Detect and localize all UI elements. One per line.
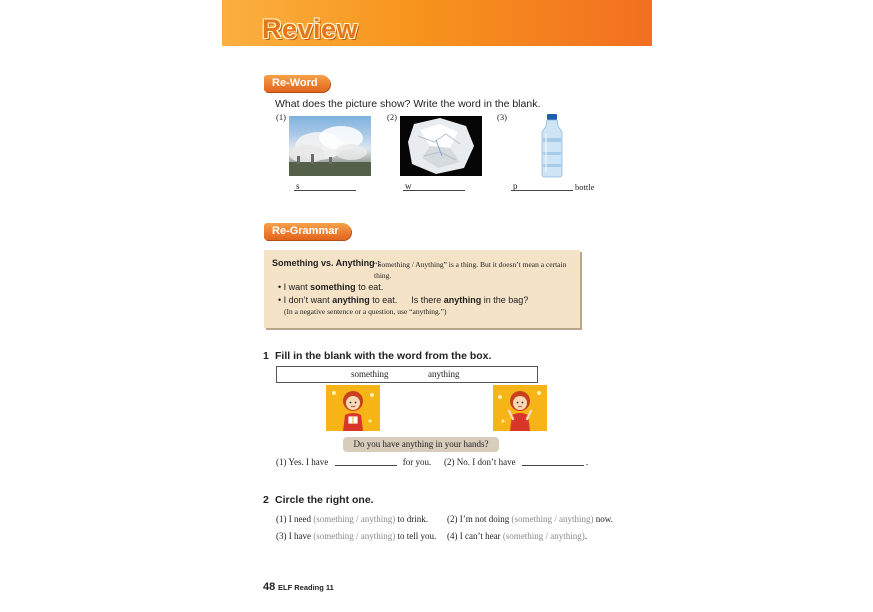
smoke-photo bbox=[289, 116, 371, 176]
exercise-1-question-2 bbox=[444, 457, 588, 467]
reword-item-3-blank[interactable] bbox=[511, 190, 573, 191]
reword-section-label: Re-Word bbox=[264, 75, 330, 92]
reword-instruction: What does the picture show? Write the word in the blank. bbox=[275, 98, 541, 110]
word-bank-anything: anything bbox=[428, 369, 460, 379]
item-1-prefix: (1) I need bbox=[276, 514, 314, 524]
item-4-prefix: (4) I can’t hear bbox=[447, 531, 503, 541]
example-2-question-post: in the bag? bbox=[481, 295, 529, 305]
item-4-suffix: . bbox=[584, 531, 588, 541]
page-title: Review bbox=[262, 14, 359, 44]
item-2-choice[interactable]: (something / anything) bbox=[511, 514, 594, 524]
item-3-prefix: (3) I have bbox=[276, 531, 314, 541]
example-2-pre: I don’t want bbox=[283, 295, 333, 305]
item-2-prefix: (2) I’m not doing bbox=[447, 514, 512, 524]
q2-prefix: (2) No. I don’t have bbox=[444, 457, 516, 467]
word-bank-something: something bbox=[351, 369, 389, 379]
book-title: ELF Reading 11 bbox=[278, 583, 334, 592]
item-3-suffix: to tell you. bbox=[395, 531, 437, 541]
girl-empty-hands-illustration bbox=[493, 385, 547, 431]
item-2-suffix: now. bbox=[593, 514, 613, 524]
exercise-2-item-2[interactable] bbox=[447, 514, 613, 524]
grammar-example-2: • I don’t want anything to eat. Is there anything in the bag? bbox=[278, 295, 529, 305]
regrammar-section-label: Re-Grammar bbox=[264, 223, 351, 240]
plastic-bottle-photo bbox=[522, 112, 582, 178]
example-2-question-keyword: anything bbox=[443, 295, 482, 305]
exercise-2-item-1[interactable] bbox=[276, 514, 428, 524]
example-1-post: to eat. bbox=[355, 282, 384, 292]
grammar-example-1: • I want something to eat. bbox=[278, 282, 384, 292]
exercise-1-instruction: Fill in the blank with the word from the box. bbox=[275, 350, 492, 362]
reword-item-1-letter: s bbox=[296, 181, 300, 191]
reword-item-3-number: (3) bbox=[497, 112, 507, 122]
example-2-question-pre: Is there bbox=[411, 295, 444, 305]
q2-blank[interactable] bbox=[522, 465, 584, 466]
grammar-box-title: Something vs. Anything : bbox=[272, 258, 381, 268]
example-1-keyword: something bbox=[310, 282, 356, 292]
reword-item-2-letter: w bbox=[405, 181, 412, 191]
page-number: 48 bbox=[263, 581, 276, 593]
word-bank-box bbox=[276, 366, 538, 383]
item-1-suffix: to drink. bbox=[395, 514, 428, 524]
reword-item-1-number: (1) bbox=[276, 112, 286, 122]
grammar-box-definition: “Something / Anything” is a thing. But it doesn’t mean a certain thing. bbox=[374, 260, 567, 280]
item-1-choice[interactable]: (something / anything) bbox=[313, 514, 396, 524]
reword-item-3-letter: p bbox=[513, 181, 518, 191]
example-2-keyword: anything bbox=[332, 295, 370, 305]
crumpled-paper-photo bbox=[400, 116, 482, 176]
reword-item-2-blank[interactable] bbox=[403, 190, 465, 191]
workbook-page bbox=[222, 0, 652, 612]
item-3-choice[interactable]: (something / anything) bbox=[313, 531, 396, 541]
reword-item-2-number: (2) bbox=[387, 112, 397, 122]
exercise-1-number: 1 bbox=[263, 350, 269, 362]
reword-item-3-suffix: bottle bbox=[575, 182, 595, 192]
grammar-explanation-box bbox=[264, 250, 580, 328]
header-banner bbox=[222, 0, 652, 46]
reword-item-1-blank[interactable] bbox=[294, 190, 356, 191]
girl-holding-gift-illustration bbox=[326, 385, 380, 431]
item-4-choice[interactable]: (something / anything) bbox=[502, 531, 585, 541]
exercise-2-item-4[interactable] bbox=[447, 531, 587, 541]
example-2-post: to eat. bbox=[369, 295, 398, 305]
q1-prefix: (1) Yes. I have bbox=[276, 457, 329, 467]
example-1-pre: I want bbox=[283, 282, 311, 292]
q2-suffix: . bbox=[585, 457, 589, 467]
q1-blank[interactable] bbox=[335, 465, 397, 466]
exercise-2-number: 2 bbox=[263, 494, 269, 506]
exercise-2-instruction: Circle the right one. bbox=[275, 494, 374, 506]
exercise-1-question-1 bbox=[276, 457, 431, 467]
grammar-box-note: (In a negative sentence or a question, use “anything.”) bbox=[284, 307, 447, 316]
exercise-2-item-3[interactable] bbox=[276, 531, 436, 541]
q1-suffix: for you. bbox=[402, 457, 432, 467]
speech-bubble: Do you have anything in your hands? bbox=[343, 437, 499, 452]
